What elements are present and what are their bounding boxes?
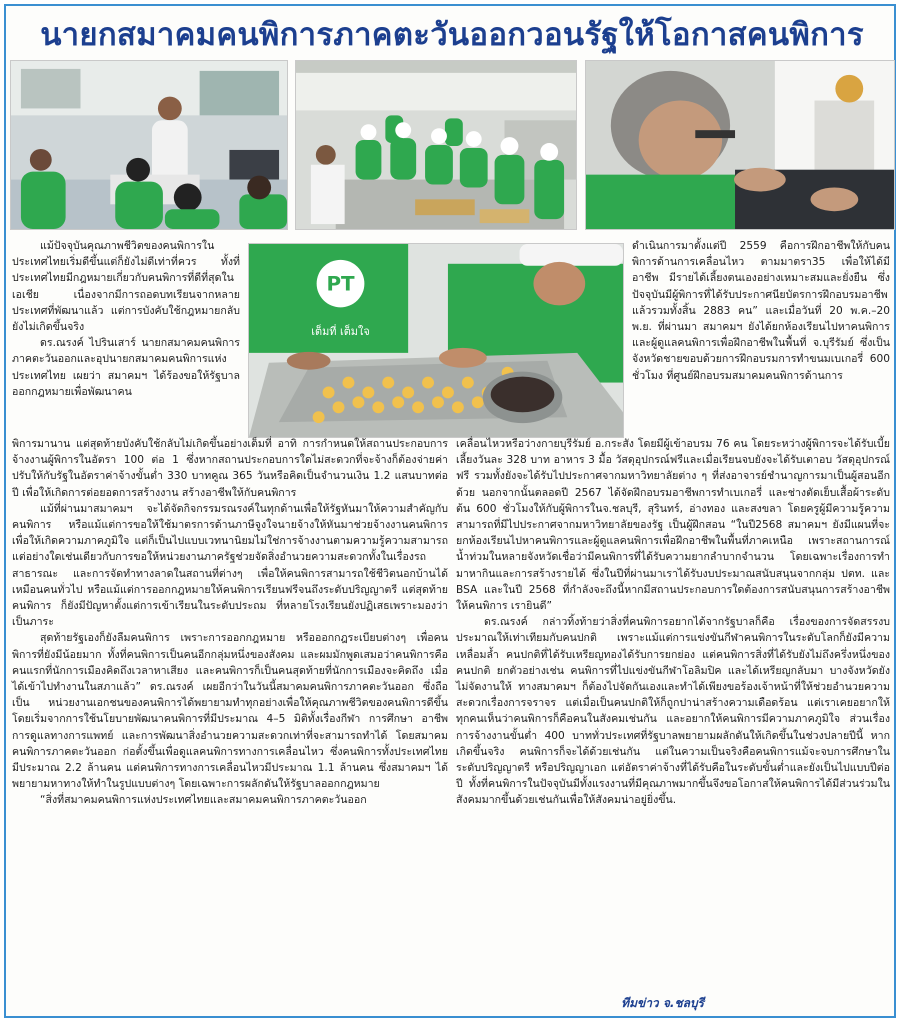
paragraph: แม้ที่ผ่านมาสมาคมฯ จะได้จัดกิจกรรมรณรงค์ในทุกด้านเพื่อให้รัฐหันมาให้ความสำคัญกับคนพิการ หรือแม้แต่การขอให้ใช้มาตรการด้านภาษีจูงใจนายจ้างให้หันมาช่วยจ้างงานคนพิการเพื่อให้เกิดความภาคภูมิใจ แต่ก็เป็นไปแบบเวทนานิยมไม่ใช่การจ้างงานตามความรู้ความสามารถแต่อย่างใดเช่นเดียวกับการขอให้หน่วยงานภาครัฐช่วยจัดสิ่งอำนวยความสะดวกทั้งในเรื่องรถสาธารณะ และการจัดทำทางลาดในสถานที่ต่างๆ เพื่อให้คนพิการสามารถใช้ชีวิตนอกบ้านได้เหมือนคนทั่วไป หรือแม้แต่การออกกฎหมายให้คนพิการเรียนฟรีจนถึงระดับปริญญาตรี แต่สุดท้ายคนพิการ ก็ยังมีปัญหาตั้งแต่การเข้าเรียนในระดับประถม ที่หลายโรงเรียนยังปฏิเสธเพราะมองว่าเป็นภาระ [12, 502, 448, 629]
headline: นายกสมาคมคนพิการภาคตะวันออกวอนรัฐให้โอกาสคนพิการ [40, 17, 864, 53]
bakery-class-photo [295, 60, 577, 230]
paragraph: แม้ปัจจุบันคุณภาพชีวิตของคนพิการในประเทศไทยเริ่มดีขึ้นแต่ก็ยังไม่ดีเท่าที่ควร ทั้งที่ประเทศไทยมีกฎหมายเกี่ยวกับคนพิการที่ดีที่สุดในเอเชีย เนื่องจากมีการถอดบทเรียนจากหลายประเทศที่พัฒนาแล้ว แต่การบังคับใช้กฎหมายกลับยังไม่เกิดขึ้นจริง [12, 240, 240, 334]
paragraph: พิการมานาน แต่สุดท้ายบังคับใช้กลับไม่เกิดขึ้นอย่างเต็มที่ อาทิ การกำหนดให้สถานประกอบการจ้างงานผู้พิการในอัตรา 100 ต่อ 1 ซึ่งหากสถานประกอบการใดไม่สะดวกที่จะจ้างก็ต้องจ่ายค่าปรับให้กับรัฐในอัตราค่าจ้างขั้นต่ำ 330 บาทคูณ 365 วันหรือคิดเป็นจำนวนเงิน 1.2 แสนบาทต่อปี เพื่อให้เกิดการต่อยอดการสร้างงาน สร้างอาชีพให้กับคนพิการ [12, 438, 448, 499]
col-right-top [632, 238, 890, 434]
shirt-slogan: เต็มที่ เต็มใจ [311, 325, 370, 339]
col-left-top [12, 238, 240, 434]
col-left-full [12, 436, 448, 992]
paragraph: ดร.ณรงค์ กล่าวทิ้งท้ายว่าสิ่งที่คนพิการอยากได้จากรัฐบาลก็คือ เรื่องของการจัดสรรงบประมาณให้เท่าเทียมกับคนปกติ เพราะแม้แต่การแข่งขันกีฬาคนพิการในระดับโลกก็ยังมีความเหลื่อมล้ำ คนปกติที่ได้รับเหรียญทองได้รับการยกย่อง แต่คนพิการสิ่งที่ได้รับยังไม่ถึงครึ่งหนึ่งของคนปกติ ยกตัวอย่างเช่น คนพิการที่ไปแข่งขันกีฬาโอลิมปิค และได้เหรียญกลับมา บางจังหวัดยังไม่จัดงานให้ ทางสมาคมฯ ก็ต้องไปจัดกันเองและทำได้เพียงขอร้องเจ้าหน้าที่ให้ช่วยอำนวยความสะดวกเรื่องการจราจร แต่เมื่อเป็นคนปกติให้ก็ถูกปาน่าสร้างความเดือดร้อน แต่เราเคยอยากให้ทุกคนเห็นว่าคนพิการก็คือคนในสังคมเช่นกัน และอยากให้คนพิการมีความภาคภูมิใจ ส่วนเรื่องการจ้างงานขั้นต่ำ 400 บาททั่วประเทศที่รัฐบาลพยายามผลักดันให้เกิดขึ้นในช่วงปลายปีนี้ หากเกิดขึ้นจริง คนพิการก็จะได้ด้วยเช่นกัน แต่ในความเป็นจริงคือคนพิการแม้จะจบการศึกษาในระดับปริญญาตรี หรือปริญญาเอก แต่อัตราค่าจ้างที่ได้รับคือในระดับขั้นต่ำและยังเป็นไปแบบปีต่อปี ทั้งที่คนพิการในปัจจุบันมีทั้งแรงงานที่มีคุณภาพมากขึ้นจึงขอโอกาสให้คนพิการได้มีส่วนร่วมในสังคมมากขึ้นด้วยเช่นกันเพื่อให้สังคมน่าอยู่ยิ่งขึ้น. [456, 616, 890, 807]
col-right-full [456, 436, 890, 992]
paragraph: ดำเนินการมาตั้งแต่ปี 2559 คือการฝึกอาชีพให้กับคนพิการด้านการเคลื่อนไหว ตามมาตรา35 เพื่อให้ได้มีอาชีพ มีรายได้เลี้ยงตนเองอย่างเหมาะสมและยั่งยืน ซึ่งปัจจุบันมีผู้พิการที่ได้รับประกาศนียบัตรการฝึกอบรมอาชีพแล้วรวมทั้งสิ้น 2883 คน” และเมื่อวันที่ 20 พ.ค.–20 พ.ย. ที่ผ่านมา สมาคมฯ ยังได้ยกห้องเรียนไปหาคนพิการและผู้ดูแลคนพิการเพื่อฝึกอาชีพในพื้นที่ จ.บุรีรัมย์ ซึ่งเป็นจังหวัดชายขอบด้วยการฝึกอบรมการทำขนมเบเกอรี่ 600 ชั่วโมง ที่ศูนย์ฝึกอบรมสมาคมคนพิการด้านการ [632, 240, 890, 382]
paragraph: เคลื่อนไหวหรือว่างกายบุรีรัมย์ อ.กระสัง โดยมีผู้เข้าอบรม 76 คน โดยระหว่างผู้พิการจะได้รับเบี้ยเลี้ยงวันละ 328 บาท อาหาร 3 มื้อ วัสดุอุปกรณ์ฟรีและเมื่อเรียนจบยังจะได้รับเตาอบ วัสดุอุปกรณ์ฟรี รวมทั้งยังจะได้รับไปประกาศจากมหาวิทยาลัยต่าง ๆ ที่ส่งอาจารย์ชำนาญการมาเป็นผู้สอนอีกด้วย นอกจากนั้นตลอดปี 2567 ได้จัดฝึกอบรมอาชีพการทำเบเกอรี่ และช่างตัดเย็บเสื้อผ้าระดับต้น 600 ชั่วโมงให้กับผู้พิการในจ.ชลบุรี, สุรินทร์, อ่างทอง และสงขลา โดยครูผู้มีความรู้ความสามารถที่มีไปประกาศจากมหาวิทยาลัยของรัฐ เป็นผู้ฝึกสอน “ในปี2568 สมาคมฯ ยังมีแผนที่จะยกห้องเรียนไปหาคนพิการและผู้ดูแลคนพิการเพื่อฝึกอาชีพในพื้นที่ภาคเหนือ เพราะสถานการณ์น้ำท่วมในหลายจังหวัดเชื่อว่ามีคนพิการที่ได้รับความยากลำบากจำนวน โดยเฉพาะเรื่องการทำมาหากินและการสร้างรายได้ ซึ่งในปีที่ผ่านมาเราได้รับงบประมาณสนับสนุนจากกลุ่ม ปตท. และ BSA และในปี 2568 ที่กำลังจะถึงนี้หากมีสถานประกอบการใดต้องการสนับสนุนการสร้างอาชีพให้คนพิการ เรายินดี” [456, 438, 890, 613]
reporter-credit: ทีมข่าว จ.ชลบุรี [621, 996, 704, 1010]
shirt-logo: PT [326, 272, 355, 296]
sewing-machine-photo [585, 60, 895, 230]
cookie-tray-photo [248, 243, 624, 438]
paragraph: “สิ่งที่สมาคมคนพิการแห่งประเทศไทยและสมาคมคนพิการภาคตะวันออก [40, 794, 367, 807]
sewing-class-photo [10, 60, 288, 230]
paragraph: ดร.ณรงค์ ไปรินเสาร์ นายกสมาคมคนพิการภาคตะวันออกและอุปนายกสมาคมคนพิการแห่งประเทศไทย เผยว่า สมาคมฯ ได้ร้องขอให้รัฐบาลออกกฎหมายเพื่อพัฒนาคน [12, 337, 240, 398]
paragraph: สุดท้ายรัฐเองก็ยังลืมคนพิการ เพราะการออกกฎหมาย หรือออกกฎระเบียบต่างๆ เพื่อคนพิการที่ยังมีน้อยมาก ทั้งที่คนพิการเป็นคนอีกกลุ่มหนึ่งของสังคม และผมมักพูดเสมอว่าคนพิการคือคนแรกที่นักการเมืองคิดถึงเวลาหาเสียง และคนพิการก็เป็นคนสุดท้ายที่นักการเมืองจะคิดถึง เมื่อได้เข้าไปทำงานในสภาแล้ว” ดร.ณรงค์ เผยอีกว่าในวันนี้สมาคมคนพิการภาคตะวันออก ซึ่งถือเป็น หน่วยงานเอกชนของคนพิการได้พยายามทำทุกอย่างเพื่อให้คุณภาพชีวิตของคนพิการดีขึ้น โดยเริ่มจากการใช้นโยบายพัฒนาคนพิการที่มีประมาณ 4–5 มิติทั้งเรื่องกีฬา การศึกษา อาชีพ การดูแลทางการแพทย์ และการพัฒนาสิ่งอำนวยความสะดวกเท่าที่จะสามารถทำได้ โดยสมาคมคนพิการภาคตะวันออก ก่อตั้งขึ้นเพื่อดูแลคนพิการทางการเคลื่อนไหว ซึ่งคนพิการทั้งประเทศไทยมีประมาณ 2.2 ล้านคน แต่คนพิการทางการเคลื่อนไหวมีประมาณ 1.1 ล้านคน ซึ่งสมาคมฯ ได้พยายามหาทางให้ทำในรูปแบบต่างๆ โดยเฉพาะการผลักดันให้รัฐบาลออกกฎหมาย [12, 632, 448, 791]
